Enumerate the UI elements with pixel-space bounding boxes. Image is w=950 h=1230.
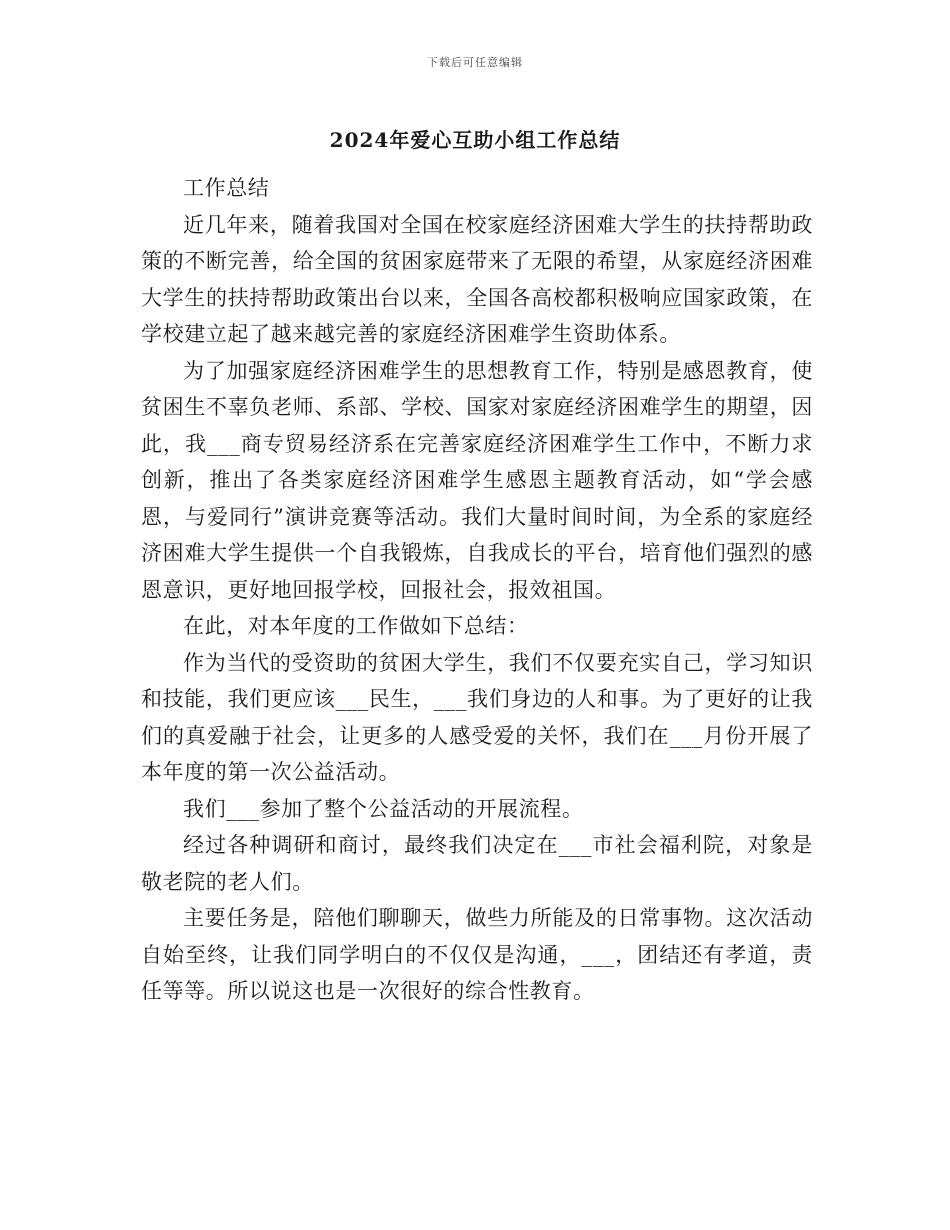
paragraph: 近几年来，随着我国对全国在校家庭经济困难大学生的扶持帮助政策的不断完善，给全国的贫困家庭带来了无限的希望，从家庭经济困难大学生的扶持帮助政策出台以来，全国各高校都积极响应国家政策，在学校建立起了越来越完善的家庭经济困难学生资助体系。 (141, 212, 813, 346)
paragraph: 经过各种调研和商讨，最终我们决定在___市社会福利院，对象是敬老院的老人们。 (141, 833, 813, 894)
document-body (141, 170, 813, 1010)
paragraph: 作为当代的受资助的贫困大学生，我们不仅要充实自己，学习知识和技能，我们更应该___民生，___我们身边的人和事。为了更好的让我们的真爱融于社会，让更多的人感受爱的关怀，我们在___月份开展了本年度的第一次公益活动。 (141, 650, 813, 784)
paragraph: 主要任务是，陪他们聊聊天，做些力所能及的日常事物。这次活动自始至终，让我们同学明白的不仅仅是沟通，___，团结还有孝道，责任等等。所以说这也是一次很好的综合性教育。 (141, 906, 813, 1003)
paragraph: 我们___参加了整个公益活动的开展流程。 (183, 796, 584, 821)
section-heading: 工作总结 (183, 176, 270, 200)
paragraph: 在此，对本年度的工作做如下总结： (183, 614, 529, 638)
document-title: 2024年爱心互助小组工作总结 (329, 128, 621, 152)
paragraph: 为了加强家庭经济困难学生的思想教育工作，特别是感恩教育，使贫困生不辜负老师、系部、学校、国家对家庭经济困难学生的期望，因此，我___商专贸易经济系在完善家庭经济困难学生工作中，不断力求创新，推出了各类家庭经济困难学生感恩主题教育活动，如“学会感恩，与爱同行”演讲竞赛等活动。我们大量时间时间，为全系的家庭经济困难大学生提供一个自我锻炼，自我成长的平台，培育他们强烈的感恩意识，更好地回报学校，回报社会，报效祖国。 (141, 358, 813, 602)
header-note: 下载后可任意编辑 (427, 56, 523, 69)
